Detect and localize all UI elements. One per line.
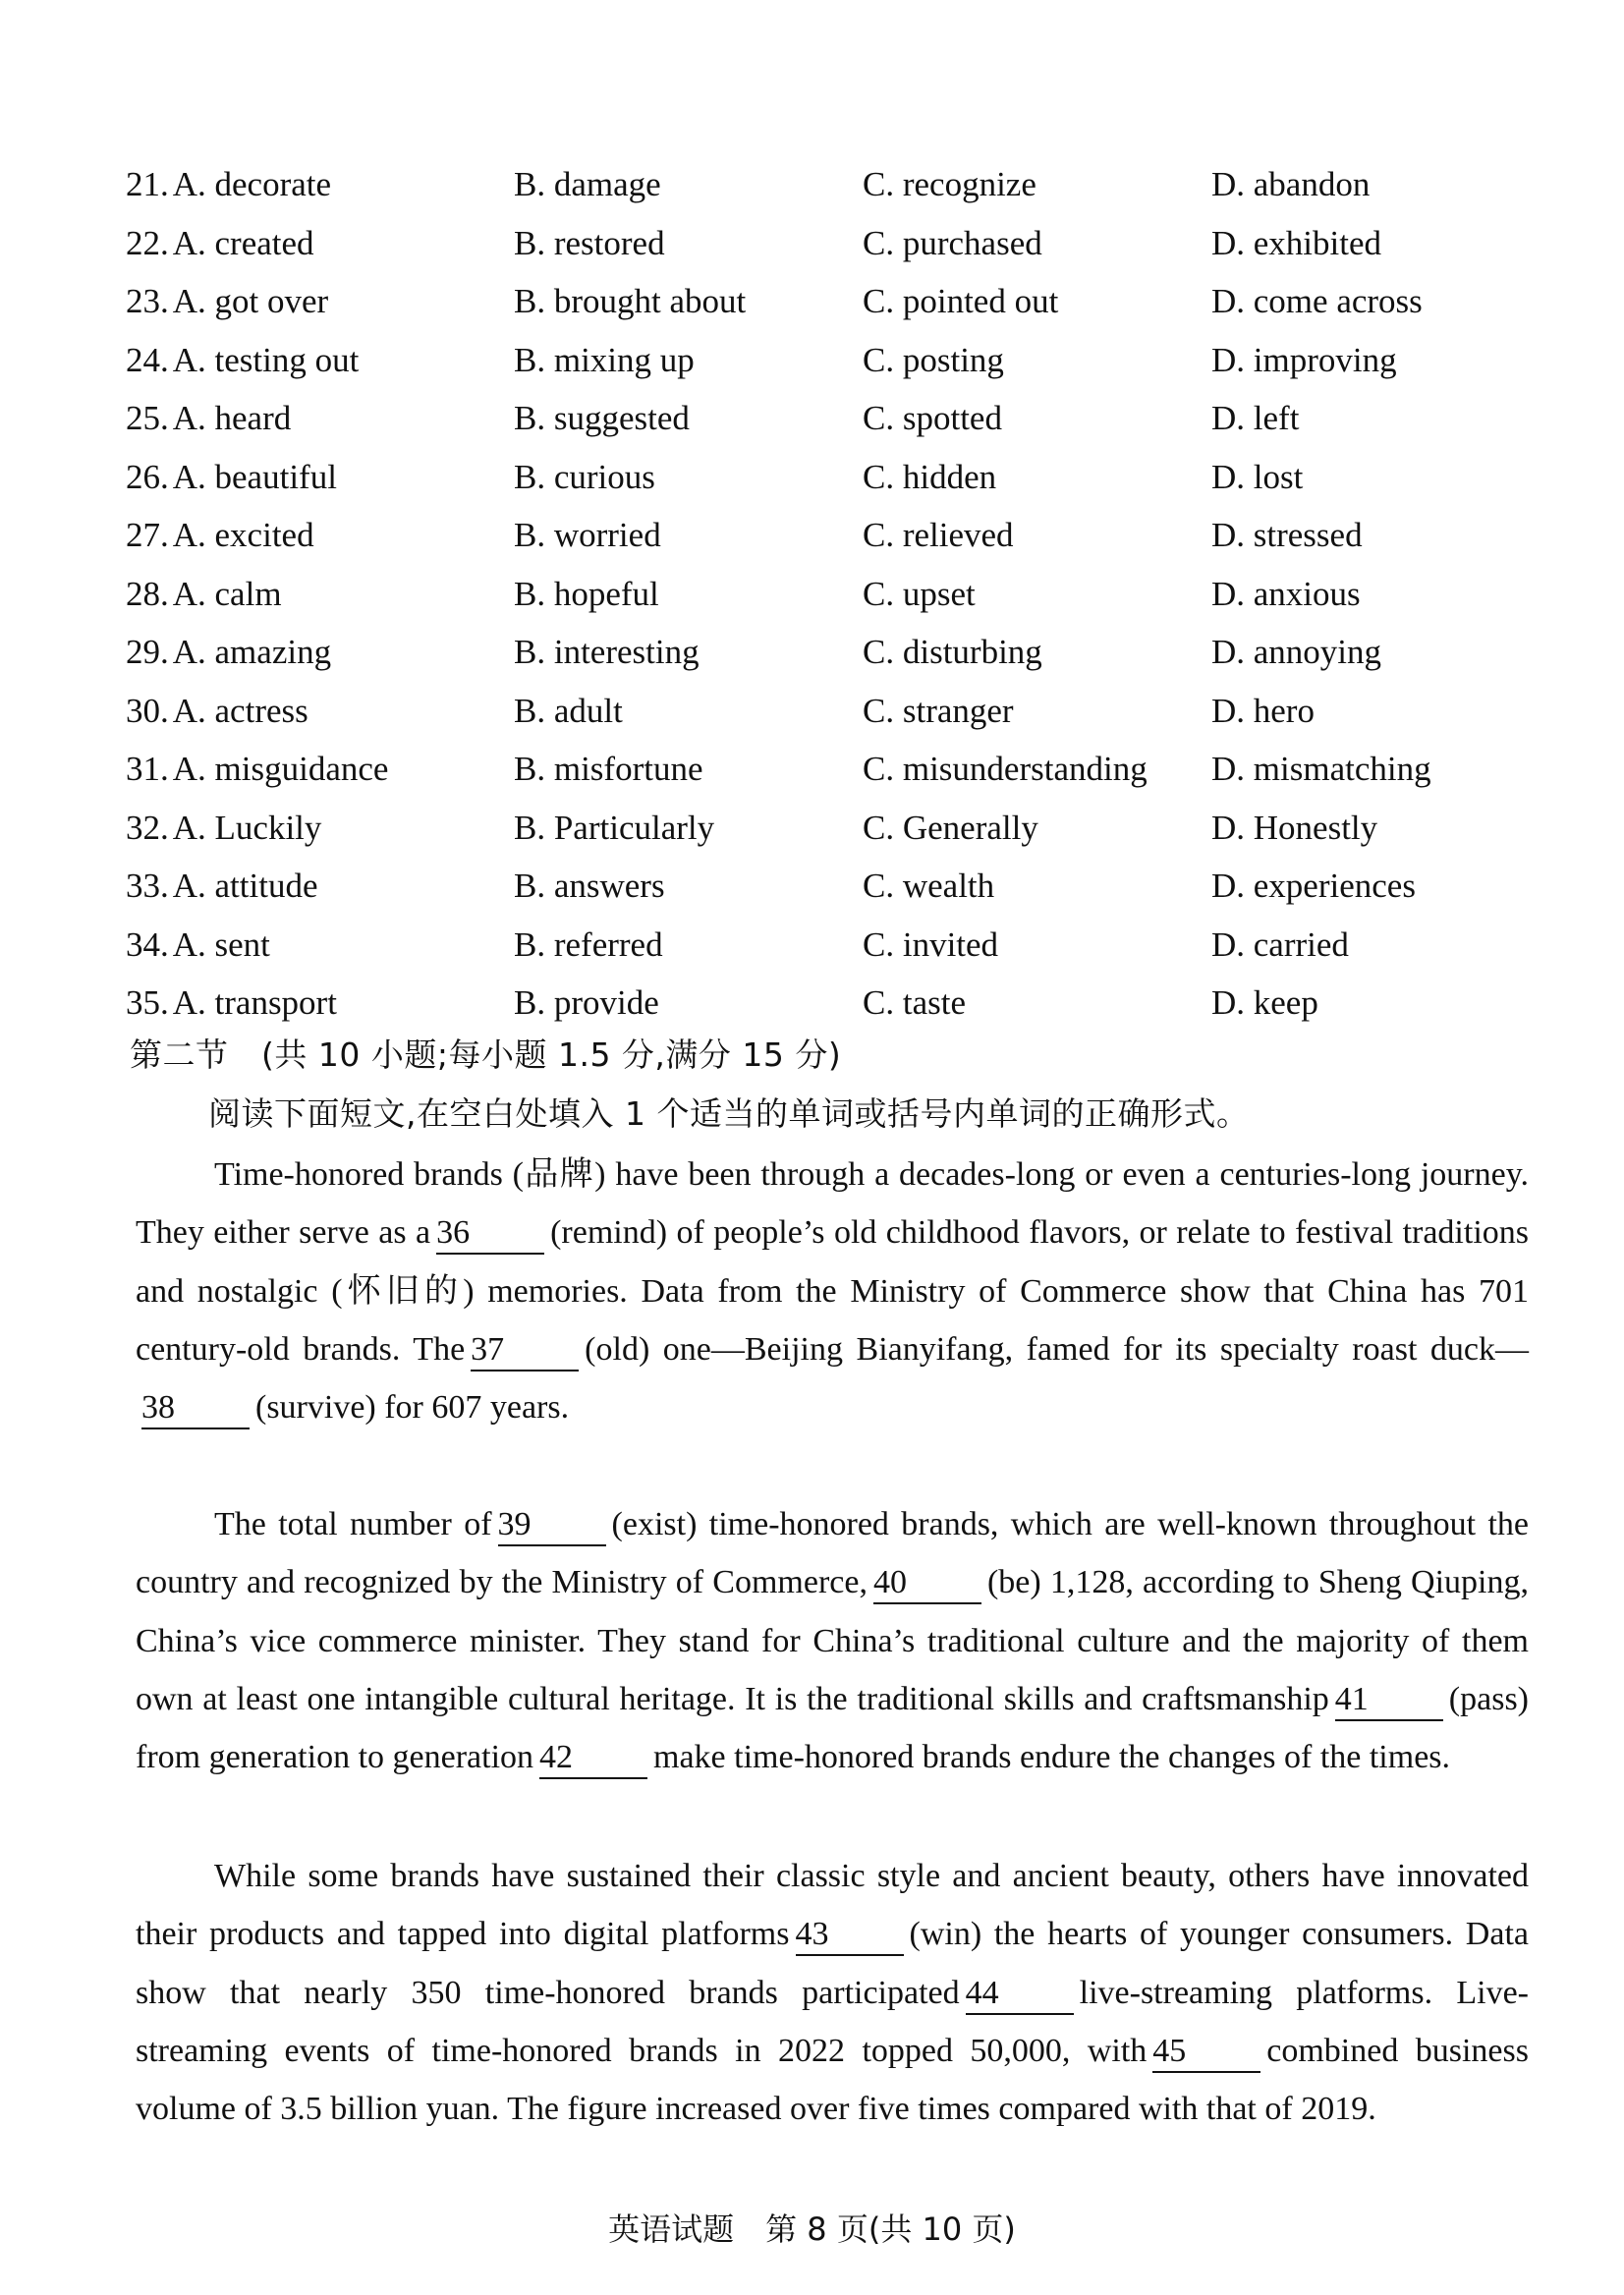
option-c[interactable]: C. relieved: [863, 516, 1014, 554]
passage-text: Time-honored brands (品牌) have been through a decades-long or even a centuries-long journey. They either serve as a: [136, 1156, 1529, 1252]
question-row: [126, 565, 1540, 624]
option-a[interactable]: [126, 857, 318, 916]
option-d[interactable]: D. annoying: [1211, 633, 1382, 671]
option-d[interactable]: D. mismatching: [1211, 750, 1431, 788]
option-b[interactable]: B. provide: [514, 983, 659, 1022]
option-c[interactable]: C. disturbing: [863, 633, 1042, 671]
option-c[interactable]: C. wealth: [863, 867, 995, 905]
option-b[interactable]: B. interesting: [514, 633, 700, 671]
option-d[interactable]: D. carried: [1211, 924, 1349, 964]
question-number: 24.: [126, 340, 169, 379]
question-number: 25.: [126, 399, 169, 437]
question-number: 34.: [126, 924, 169, 964]
option-a-text[interactable]: A. transport: [172, 983, 337, 1022]
option-c[interactable]: C. posting: [863, 340, 1004, 379]
blank-37[interactable]: 37: [471, 1330, 579, 1371]
option-a[interactable]: [126, 799, 321, 858]
question-row: [126, 623, 1540, 682]
option-a[interactable]: [126, 623, 331, 682]
passage-paragraph-1: [136, 1146, 1529, 1436]
option-a[interactable]: [126, 389, 291, 448]
option-a[interactable]: [126, 155, 331, 214]
option-a[interactable]: [126, 448, 337, 507]
question-number: 35.: [126, 983, 169, 1022]
passage-text: While some brands have sustained their classic style and ancient beauty, others have innovated their products and tapped into digital platforms: [136, 1858, 1529, 1953]
option-b[interactable]: B. restored: [514, 223, 665, 262]
options-list: [126, 155, 1540, 1033]
question-row: [126, 682, 1540, 741]
passage-text: (survive) for 607 years.: [255, 1389, 570, 1427]
option-a-text[interactable]: A. attitude: [172, 867, 318, 905]
blank-43[interactable]: 43: [796, 1915, 904, 1956]
option-d[interactable]: D. hero: [1211, 691, 1315, 730]
passage-text: make time-honored brands endure the changes of the times.: [653, 1739, 1451, 1776]
option-d[interactable]: D. keep: [1211, 983, 1318, 1022]
option-c[interactable]: C. hidden: [863, 457, 997, 496]
option-c[interactable]: C. invited: [863, 924, 999, 964]
question-number: 23.: [126, 282, 169, 320]
option-a-text[interactable]: A. sent: [172, 924, 270, 964]
option-a-text[interactable]: A. got over: [172, 282, 329, 320]
passage-text: (be) 1,128, according to Sheng Qiuping, China’s vice commerce minister. They stand for China’s traditional culture and the majority of them own at least one intangible cultural heritage. It is the traditional skills and craftsmanship: [136, 1564, 1529, 1717]
question-row: [126, 916, 1540, 975]
option-d[interactable]: D. exhibited: [1211, 223, 1382, 262]
option-b[interactable]: B. mixing up: [514, 340, 695, 379]
passage-paragraph-3: [136, 1847, 1529, 2138]
option-a[interactable]: [126, 506, 314, 565]
passage-paragraph-2: [136, 1495, 1529, 1786]
option-a-text[interactable]: A. heard: [172, 399, 292, 437]
option-b[interactable]: B. suggested: [514, 399, 690, 437]
option-c[interactable]: C. taste: [863, 983, 966, 1022]
question-number: 27.: [126, 516, 169, 554]
option-a-text[interactable]: A. calm: [172, 574, 282, 613]
passage-text: (old) one—Beijing Bianyifang, famed for its specialty roast duck—: [585, 1330, 1530, 1368]
option-a-text[interactable]: A. misguidance: [172, 750, 389, 788]
option-c[interactable]: C. recognize: [863, 165, 1036, 203]
blank-45[interactable]: 45: [1152, 2032, 1260, 2073]
question-row: [126, 331, 1540, 390]
question-row: [126, 214, 1540, 273]
option-d[interactable]: D. abandon: [1211, 165, 1371, 203]
option-d[interactable]: D. stressed: [1211, 516, 1363, 554]
option-d[interactable]: D. improving: [1211, 340, 1397, 379]
question-number: 28.: [126, 574, 169, 613]
option-a-text[interactable]: A. Luckily: [172, 808, 322, 847]
question-row: [126, 799, 1540, 858]
option-a-text[interactable]: A. excited: [172, 516, 314, 554]
option-a[interactable]: [126, 740, 388, 799]
option-a-text[interactable]: A. beautiful: [172, 457, 337, 496]
passage-text: (remind) of people’s old childhood flavors, or relate to festival traditions and nostalgic (怀旧的) memories. Data from the Ministry of Commerce show that China has 701 century-old brands. The: [136, 1214, 1529, 1368]
passage-text: combined business volume of 3.5 billion yuan. The figure increased over five times compared with that of 2019.: [136, 2032, 1529, 2128]
option-a[interactable]: [126, 682, 308, 741]
passage-text: (exist) time-honored brands, which are well-known throughout the country and recognized by the Ministry of Commerce,: [136, 1506, 1529, 1601]
option-b[interactable]: B. worried: [514, 516, 661, 554]
option-a-text[interactable]: A. decorate: [172, 165, 332, 203]
blank-36[interactable]: 36: [436, 1213, 544, 1255]
question-row: [126, 740, 1540, 799]
option-a-text[interactable]: A. actress: [172, 691, 308, 730]
passage-text: live-streaming platforms. Live-streaming events of time-honored brands in 2022 topped 50,000, with: [136, 1974, 1529, 2069]
blank-40[interactable]: 40: [873, 1563, 981, 1604]
option-b[interactable]: B. brought about: [514, 282, 747, 320]
blank-39[interactable]: 39: [498, 1505, 606, 1546]
option-a[interactable]: [126, 974, 337, 1033]
question-number: 30.: [126, 691, 169, 730]
option-d[interactable]: D. come across: [1211, 282, 1423, 320]
blank-38[interactable]: 38: [141, 1388, 250, 1429]
question-row: [126, 155, 1540, 214]
option-c[interactable]: C. upset: [863, 574, 976, 613]
passage-text: (pass) from generation to generation: [136, 1680, 1529, 1776]
option-b[interactable]: B. adult: [514, 691, 623, 730]
option-d[interactable]: D. anxious: [1211, 574, 1361, 613]
option-d[interactable]: D. Honestly: [1211, 808, 1378, 847]
page-footer: 英语试题 第 8 页(共 10 页): [608, 2211, 1016, 2248]
blank-41[interactable]: 41: [1335, 1680, 1443, 1721]
question-number: 22.: [126, 223, 169, 262]
option-b[interactable]: B. Particularly: [514, 808, 715, 847]
option-a-text[interactable]: A. testing out: [172, 340, 360, 379]
option-a[interactable]: [126, 916, 270, 975]
question-number: 31.: [126, 750, 169, 788]
option-a[interactable]: [126, 272, 328, 331]
option-b[interactable]: B. misfortune: [514, 750, 703, 788]
blank-42[interactable]: 42: [539, 1738, 647, 1779]
question-row: [126, 448, 1540, 507]
question-row: [126, 506, 1540, 565]
option-c[interactable]: C. misunderstanding: [863, 750, 1148, 788]
option-a[interactable]: [126, 214, 314, 273]
blank-44[interactable]: 44: [966, 1974, 1074, 2015]
question-number: 26.: [126, 457, 169, 496]
option-c[interactable]: C. spotted: [863, 399, 1002, 437]
option-b[interactable]: B. damage: [514, 165, 661, 203]
question-row: [126, 974, 1540, 1033]
section-title: 第二节 (共 10 小题;每小题 1.5 分,满分 15 分): [130, 1036, 842, 1074]
option-c[interactable]: C. pointed out: [863, 282, 1059, 320]
passage-text: The total number of: [214, 1506, 492, 1542]
section-instruction: 阅读下面短文,在空白处填入 1 个适当的单词或括号内单词的正确形式。: [208, 1094, 1250, 1133]
option-d[interactable]: D. lost: [1211, 457, 1304, 496]
option-c[interactable]: C. purchased: [863, 223, 1042, 262]
question-row: [126, 272, 1540, 331]
question-number: 33.: [126, 867, 169, 905]
option-a-text[interactable]: A. amazing: [172, 633, 332, 671]
question-row: [126, 389, 1540, 448]
option-b[interactable]: B. referred: [514, 924, 663, 964]
option-d[interactable]: D. left: [1211, 399, 1300, 437]
option-a[interactable]: [126, 565, 282, 624]
option-b[interactable]: B. answers: [514, 867, 665, 905]
question-row: [126, 857, 1540, 916]
question-number: 32.: [126, 808, 169, 847]
option-c[interactable]: C. stranger: [863, 691, 1014, 730]
passage-text: (win) the hearts of younger consumers. Data show that nearly 350 time-honored brands participated: [136, 1916, 1529, 2011]
option-a-text[interactable]: A. created: [172, 223, 314, 262]
option-c[interactable]: C. Generally: [863, 808, 1038, 847]
question-number: 21.: [126, 165, 169, 203]
option-b[interactable]: B. hopeful: [514, 574, 659, 613]
question-number: 29.: [126, 633, 169, 671]
option-b[interactable]: B. curious: [514, 457, 655, 496]
option-d[interactable]: D. experiences: [1211, 867, 1416, 905]
option-a[interactable]: [126, 331, 359, 390]
